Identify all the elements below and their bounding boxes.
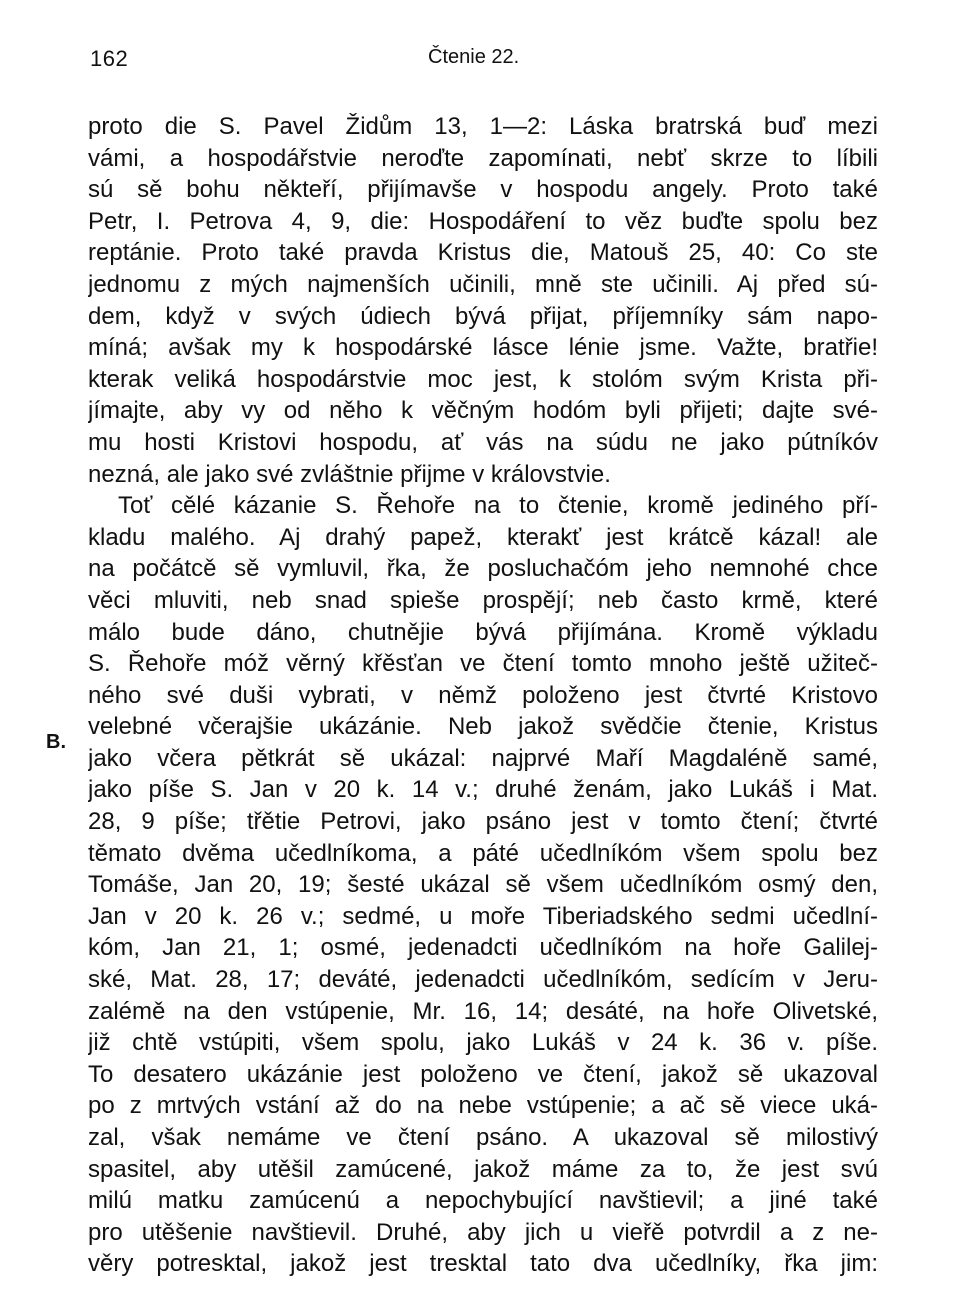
text-line: nezná, ale jako své zvláštnie přijme v královstvie. (88, 460, 611, 488)
text-line: S. Řehoře móž věrný křěsťan ve čtení tomto mnoho ještě užiteč- (88, 650, 878, 678)
text-line: zal, však nemáme ve čtení psáno. A ukazoval sě milostivý (88, 1124, 878, 1151)
text-line: milú matku zamúcenú a nepochybující navštievil; a jiné také (88, 1187, 878, 1215)
text-line: po z mrtvých vstání až do na nebe vstúpenie; a ač sě viece uká- (88, 1092, 878, 1120)
body-text (88, 111, 878, 1280)
text-line: Toť cělé kázanie S. Řehoře na to čtenie, kromě jediného pří- (118, 492, 878, 520)
text-line: Tomáše, Jan 20, 19; šesté ukázal sě všem učedlníkóm osmý den, (88, 871, 878, 899)
page-number: 162 (90, 46, 129, 71)
text-line: jednomu z mých najmenších učinili, mně ste učinili. Aj před sú- (88, 270, 878, 298)
text-line: sú sě bohu někteří, přijímavše v hospodu angely. Proto také (88, 176, 878, 204)
text-line: kterak veliká hospodárstvie moc jest, k stolóm svým Krista při- (88, 365, 878, 393)
text-line: jako píše S. Jan v 20 k. 14 v.; druhé ženám, jako Lukáš i Mat. (88, 776, 878, 804)
text-line: proto die S. Pavel Židům 13, 1—2: Láska bratrská buď mezi (88, 113, 878, 140)
text-line: vámi, a hospodářstvie neroďte zapomínati, nebť skrze to líbili (88, 144, 878, 172)
text-line: mu hosti Kristovi hospodu, ať vás na súdu ne jako pútníkóv (88, 428, 878, 456)
text-line: kóm, Jan 21, 1; osmé, jedenadcti učedlníkóm na hoře Galilej- (88, 934, 878, 962)
text-line: reptánie. Proto také pravda Kristus die, Matouš 25, 40: Co ste (88, 239, 878, 267)
text-line: těmato dvěma učedlníkoma, a páté učedlníkóm všem spolu bez (88, 839, 878, 867)
text-line: Jan v 20 k. 26 v.; sedmé, u moře Tiberiadského sedmi učedlní- (88, 902, 878, 930)
text-line: na počátcě sě vymluvil, řka, že posluchačóm jeho nemnohé chce (88, 555, 878, 583)
text-line: jímajte, aby vy od něho k věčným hodóm byli přijeti; dajte své- (88, 397, 878, 425)
text-line: 28, 9 píše; třětie Petrovi, jako psáno jest v tomto čtení; čtvrté (88, 808, 878, 836)
text-line: Petr, I. Petrova 4, 9, die: Hospodáření to věz buďte spolu bez (88, 207, 878, 235)
text-line: jako včera pětkrát sě ukázal: najprvé Maří Magdaléně samé, (88, 744, 878, 772)
text-line: ské, Mat. 28, 17; deváté, jedenadcti učedlníkóm, sedícím v Jeru- (88, 966, 878, 994)
text-line: málo bude dáno, chutnějie bývá přijímána. Kromě výkladu (88, 618, 878, 646)
running-head (90, 40, 870, 70)
text-line: ného své duši vybrati, v němž položeno jest čtvrté Kristovo (88, 681, 878, 709)
margin-note: B. (46, 731, 66, 753)
text-line: pro utěšenie navštievil. Druhé, aby jich u vieřě potvrdil a z ne- (88, 1218, 878, 1246)
text-line: již chtě vstúpiti, všem spolu, jako Lukáš v 24 k. 36 v. píše. (88, 1029, 878, 1057)
text-line: spasitel, aby utěšil zamúcené, jakož máme za to, že jest svú (88, 1155, 878, 1183)
text-line: dem, když v svých údiech bývá přijat, příjemníky sám napo- (88, 302, 878, 330)
text-line: kladu malého. Aj drahý papež, kterakť jest krátcě kázal! ale (88, 523, 878, 551)
text-line: věry potresktal, jakož jest tresktal tato dva učedlníky, řka jim: (88, 1250, 878, 1278)
text-line: míná; avšak my k hospodárské lásce lénie jsme. Važte, bratřie! (88, 334, 878, 362)
chapter-title: Čtenie 22. (428, 46, 520, 68)
text-line: zalémě na den vstúpenie, Mr. 16, 14; desáté, na hoře Olivetské, (88, 997, 878, 1025)
text-line: věci mluviti, neb snad spieše prospějí; neb často krmě, které (88, 586, 878, 614)
text-line: To desatero ukázánie jest položeno ve čtení, jakož sě ukazoval (88, 1060, 878, 1088)
text-line: velebné včerajšie ukázánie. Neb jakož svědčie čtenie, Kristus (88, 713, 878, 741)
